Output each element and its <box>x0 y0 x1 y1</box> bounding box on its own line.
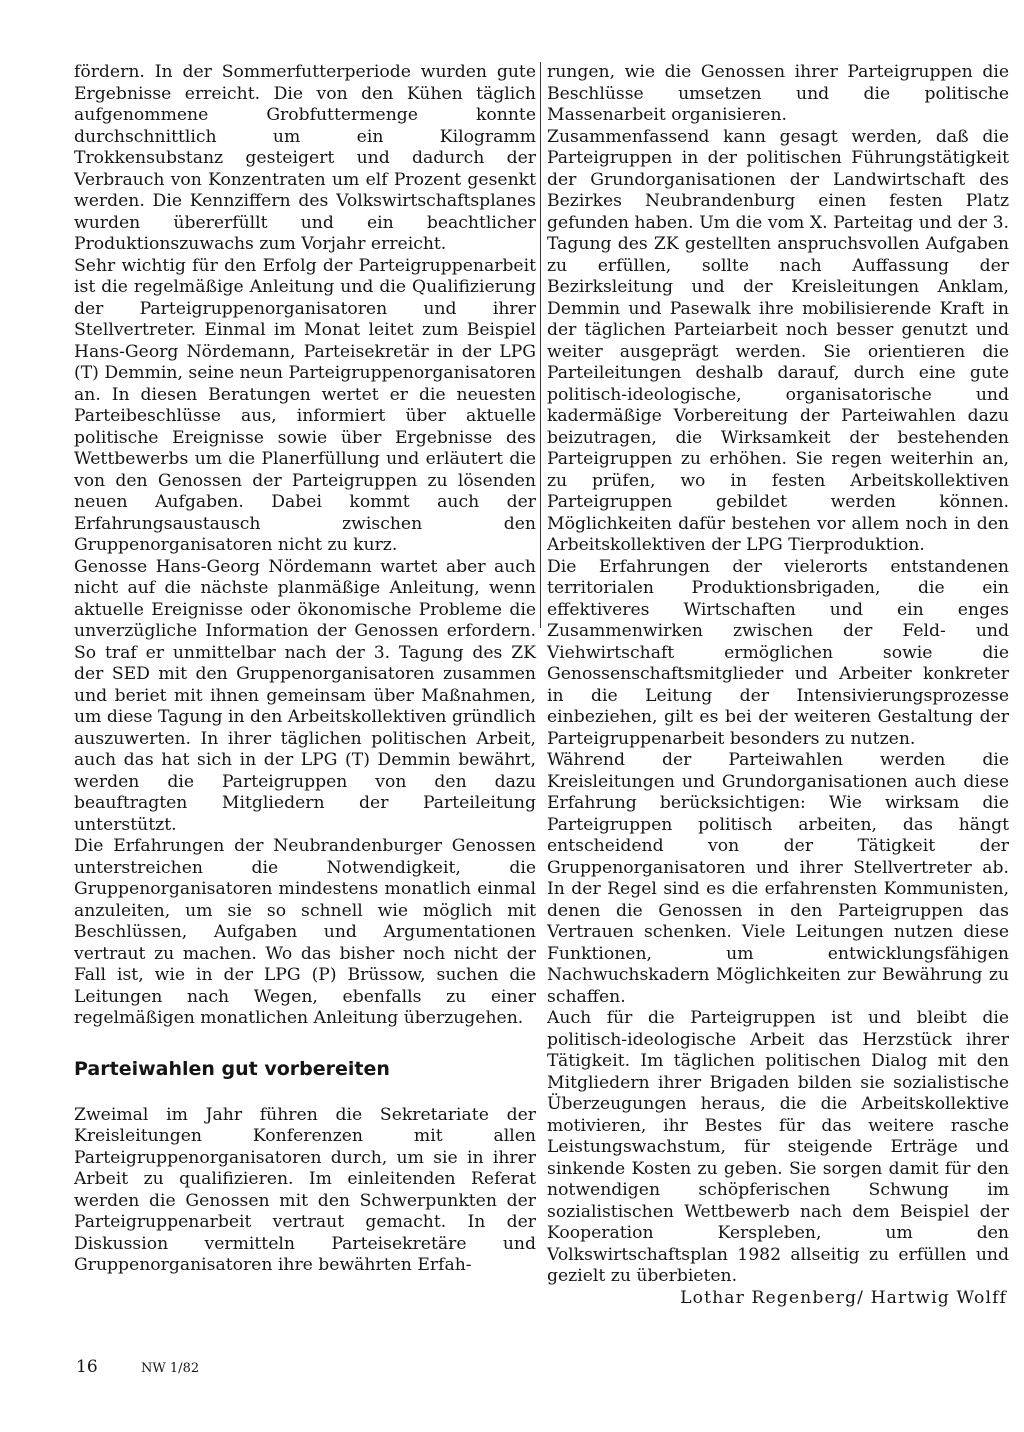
paragraph: Auch für die Parteigruppen ist und bleibt die politisch-ideologische Arbeit das Herzstück ihrer Tätigkeit. Im täglichen politischen Dialog mit den Mitgliedern ihrer Brigaden bilden sie sozialistische Überzeugungen heraus, die die Arbeitskollektive motivieren, ihr Bestes für das weitere rasche Leistungswachstum, für steigende Erträge und sinkende Kosten zu geben. Sie sorgen damit für den notwendigen schöpferischen Schwung im sozialistischen Wettbewerb nach dem Beispiel der Kooperation Kerspleben, um den Volkswirtschaftsplan 1982 allseitig zu erfüllen und gezielt zu überbieten. <box>547 1008 1009 1286</box>
paragraph: Während der Parteiwahlen werden die Kreisleitungen und Grundorganisationen auch diese Erfahrung berücksichtigen: Wie wirksam die Parteigruppen politisch arbeiten, das hängt entscheidend von der Tätigkeit der Gruppenorganisatoren und ihrer Stellvertreter ab. In der Regel sind es die erfahrensten Kommunisten, denen die Genossen in den Parteigruppen das Vertrauen schenken. Viele Leitungen nutzen diese Funktionen, um entwicklungsfähigen Nachwuchskadern Möglichkeiten zur Bewährung zu schaffen. <box>547 750 1009 1007</box>
author-signature: Lothar Regenberg/ Hartwig Wolff <box>680 1287 1007 1308</box>
paragraph: rungen, wie die Genossen ihrer Parteigruppen die Beschlüsse umsetzen und die politische Massenarbeit organisieren. <box>547 62 1009 125</box>
page-number: 16 <box>76 1357 98 1377</box>
column-divider <box>540 62 541 628</box>
journal-issue: NW 1/82 <box>141 1361 200 1376</box>
section-heading: Parteiwahlen gut vorbereiten <box>74 1057 390 1080</box>
paragraph: Die Erfahrungen der Neubrandenburger Genossen unterstreichen die Notwendigkeit, die Gruppenorganisatoren mindestens monatlich einmal anzuleiten, um sie so schnell wie möglich mit Beschlüssen, Aufgaben und Argumentationen vertraut zu machen. Wo das bisher noch nicht der Fall ist, wie in der LPG (P) Brüssow, suchen die Leitungen nach Wegen, ebenfalls zu einer regelmäßigen monatlichen Anleitung überzugehen. <box>74 836 536 1028</box>
right-column <box>547 62 1009 1309</box>
page-footer <box>76 1356 199 1380</box>
paragraph: fördern. In der Sommerfutterperiode wurden gute Ergebnisse erreicht. Die von den Kühen täglich aufgenommene Grobfuttermenge konnte durchschnittlich um ein Kilogramm Trokkensubstanz gesteigert und dadurch der Verbrauch von Konzentraten um elf Prozent gesenkt werden. Die Kennziffern des Volkswirtschaftsplanes wurden übererfüllt und ein beachtlicher Produktionszuwachs zum Vorjahr erreicht. <box>74 62 536 254</box>
paragraph: Zusammenfassend kann gesagt werden, daß die Parteigruppen in der politischen Führungstätigkeit der Grundorganisationen der Landwirtschaft des Bezirkes Neubrandenburg einen festen Platz gefunden haben. Um die vom X. Parteitag und der 3. Tagung des ZK gestellten anspruchsvollen Aufgaben zu erfüllen, sollte nach Auffassung der Bezirksleitung und der Kreisleitungen Anklam, Demmin und Pasewalk ihre mobilisierende Kraft in der täglichen Parteiarbeit noch besser genutzt und weiter ausgeprägt werden. Sie orientieren die Parteileitungen deshalb darauf, durch eine gute politisch-ideologische, organisatorische und kadermäßige Vorbereitung der Parteiwahlen dazu beizutragen, die Wirksamkeit der bestehenden Parteigruppen zu erhöhen. Sie regen weiterhin an, zu prüfen, wo in festen Arbeitskollektiven Parteigruppen gebildet werden können. Möglichkeiten dafür bestehen vor allem noch in den Arbeitskollektiven der LPG Tierproduktion. <box>547 126 1009 555</box>
paragraph: Die Erfahrungen der vielerorts entstandenen territorialen Produktionsbrigaden, die ein effektiveres Wirtschaften und ein enges Zusammenwirken zwischen der Feld- und Viehwirtschaft ermöglichen sowie die Genossenschaftsmitglieder und Arbeiter konkreter in die Leitung der Intensivierungsprozesse einbeziehen, gilt es bei der weiteren Gestaltung der Parteigruppenarbeit besonders zu nutzen. <box>547 556 1009 749</box>
paragraph: Sehr wichtig für den Erfolg der Parteigruppenarbeit ist die regelmäßige Anleitung und die Qualifizierung der Parteigruppenorganisatoren und ihrer Stellvertreter. Einmal im Monat leitet zum Beispiel Hans-Georg Nördemann, Parteisekretär in der LPG (T) Demmin, seine neun Parteigruppenorganisatoren an. In diesen Beratungen wertet er die neuesten Parteibeschlüsse aus, informiert über aktuelle politische Ereignisse sowie über Ergebnisse des Wettbewerbs um die Planerfüllung und erläutert die von den Genossen der Parteigruppen zu lösenden neuen Aufgaben. Dabei kommt auch der Erfahrungsaustausch zwischen den Gruppenorganisatoren nicht zu kurz. <box>74 255 536 555</box>
paragraph: Genosse Hans-Georg Nördemann wartet aber auch nicht auf die nächste planmäßige Anleitung, wenn aktuelle Ereignisse oder ökonomische Probleme die unverzügliche Information der Genossen erfordern. So traf er unmittelbar nach der 3. Tagung des ZK der SED mit den Gruppenorganisatoren zusammen und beriet mit ihnen gemeinsam über Maßnahmen, um diese Tagung in den Arbeitskollektiven gründlich auszuwerten. In ihrer täglichen politischen Arbeit, auch das hat sich in der LPG (T) Demmin bewährt, werden die Parteigruppen von den dazu beauftragten Mitgliedern der Parteileitung unterstützt. <box>74 556 536 835</box>
paragraph: Zweimal im Jahr führen die Sekretariate der Kreisleitungen Konferenzen mit allen Parteigruppenorganisatoren durch, um sie in ihrer Arbeit zu qualifizieren. Im einleitenden Referat werden die Genossen mit den Schwerpunkten der Parteigruppenarbeit vertraut gemacht. In der Diskussion vermitteln Parteisekretäre und Gruppenorganisatoren ihre bewährten Erfah- <box>74 1104 536 1275</box>
left-column <box>74 62 536 1277</box>
